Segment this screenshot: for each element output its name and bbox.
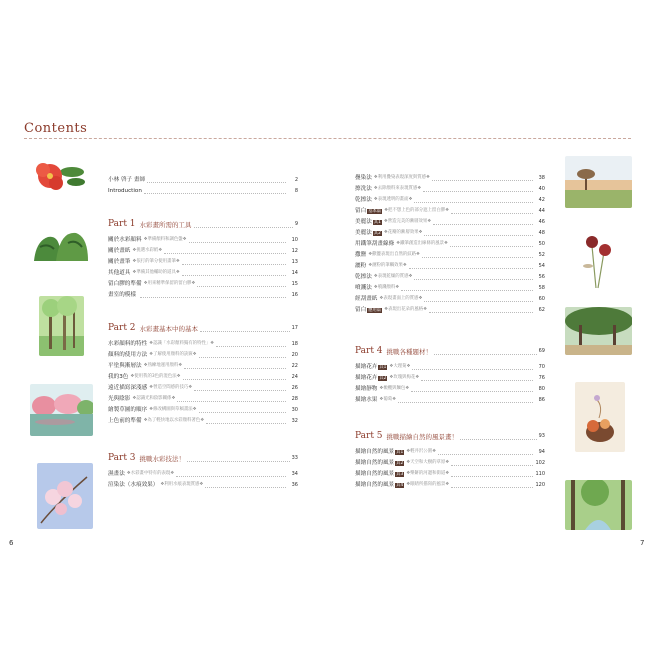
entry-page: 8 [294, 188, 298, 194]
leader-dots [414, 275, 533, 280]
entry-description: ❖表現出花朵的風格❖ [384, 307, 428, 312]
entry-title: 上色前的準備 [108, 418, 142, 424]
entry-description: ❖利用水痕表現質感❖ [160, 482, 204, 487]
park-trees-illustration [565, 307, 632, 355]
entry-title: 畫室的模樣 [108, 292, 136, 298]
entry-description: ❖了解使用顏料的訣竅❖ [149, 352, 197, 357]
entry-title: 撒鹽 [355, 252, 367, 258]
entry-title: 平塗與漸層法 [108, 363, 142, 369]
entry-page: 60 [538, 296, 545, 302]
entry-page: 15 [291, 281, 298, 287]
roses-illustration [578, 226, 618, 292]
toc-entry[interactable] [355, 251, 545, 259]
entry-page: 16 [291, 292, 298, 298]
leader-dots [451, 209, 533, 214]
entry-page: 10 [291, 237, 298, 243]
entry-title: 留白 [355, 307, 367, 313]
leader-dots [200, 325, 290, 332]
entry-page: 2 [294, 177, 298, 183]
entry-description: ❖大理菊❖ [389, 364, 411, 369]
toc-entry[interactable] [355, 196, 545, 204]
part-1-heading[interactable]: Part 1 水彩畫所需的工具 9 [108, 219, 298, 229]
entry-description: ❖天空和大樹的草原❖ [406, 460, 450, 465]
lake-trees-illustration [30, 384, 93, 436]
entry-description: ❖灑粉的筆觸效果❖ [368, 263, 407, 268]
toc-entry[interactable] [355, 229, 545, 237]
entry-page: 14 [291, 270, 298, 276]
toc-entry[interactable] [355, 262, 545, 270]
entry-page: 12 [291, 248, 298, 254]
entry-title: 留白膠的準備 [108, 281, 142, 287]
leader-dots [177, 397, 286, 402]
entry-description: ❖營造完美的漸層效果❖ [383, 219, 432, 224]
entry-description: ❖撒鹽表現出自然的紋路❖ [368, 252, 420, 257]
entry-tag: 其1 [396, 449, 404, 455]
leader-dots [432, 176, 533, 181]
part-4-heading[interactable]: Part 4 挑戰各種題材！ 69 [355, 346, 545, 356]
entry-page: 58 [538, 285, 545, 291]
entry-description: ❖依打的筆分使用畫筆❖ [132, 259, 180, 264]
heading-rule [24, 138, 631, 139]
entry-description: ❖準備顏料和調色盤❖ [143, 237, 187, 242]
entry-title: 擦洗法 [355, 186, 372, 192]
entry-title: 描繪水果 [355, 397, 378, 403]
entry-description: ❖利用疊染表現深度與質感❖ [373, 175, 430, 180]
entry-title: Introduction [108, 188, 142, 194]
leader-dots [184, 364, 286, 369]
entry-title: 顏料的使用方法 [108, 352, 148, 358]
entry-tag: 其2 [396, 460, 404, 466]
entry-tag: 其3 [396, 471, 404, 477]
entry-description: ❖橄欖與麵包❖ [379, 386, 410, 391]
toc-entry[interactable] [108, 406, 298, 414]
leader-dots [422, 253, 533, 258]
leader-dots [429, 308, 533, 313]
tree-landscape-illustration [565, 156, 632, 208]
entry-page: 50 [538, 241, 545, 247]
toc-entry[interactable] [355, 174, 545, 182]
hibiscus-illustration [30, 152, 88, 198]
leader-dots [450, 242, 533, 247]
entry-title: 描繪自然的風景 [355, 482, 395, 488]
toc-entry[interactable] [355, 306, 545, 314]
entry-title: 描繪自然的風景 [355, 449, 395, 455]
entry-description: ❖表現乾燥的質感❖ [373, 274, 413, 279]
entry-tag: 基本篇 [368, 208, 382, 214]
entry-title: 繪製草圖的順序 [108, 407, 148, 413]
toc-entry[interactable] [355, 218, 545, 226]
entry-page: 30 [291, 407, 298, 413]
leader-dots [183, 375, 286, 380]
toc-entry[interactable] [108, 176, 298, 184]
entry-page: 40 [538, 186, 545, 192]
entry-title: 描繪自然的風景 [355, 460, 395, 466]
toc-entry[interactable] [355, 470, 545, 478]
leader-dots [433, 220, 533, 225]
entry-title: 灑粉 [355, 263, 367, 269]
entry-description: ❖表現畫面上的質感❖ [379, 296, 423, 301]
entry-description: ❖認識光和陰影關係❖ [132, 396, 176, 401]
rocks-illustration [30, 225, 92, 265]
entry-description: ❖挑選水彩紙❖ [132, 248, 163, 253]
toc-entry[interactable] [108, 236, 298, 244]
entry-title: 遠近描寫深淺感 [108, 385, 148, 391]
entry-title: 關於水彩顏料 [108, 237, 142, 243]
entry-title: 小林 啓子 畫師 [108, 177, 146, 183]
entry-title: 描繪自然的風景 [355, 471, 395, 477]
entry-page: 62 [538, 307, 545, 313]
part-3-heading[interactable]: Part 3 挑戰水彩技法！ 33 [108, 453, 298, 463]
entry-description: ❖去除顏料來表現質感❖ [373, 186, 422, 191]
entry-title: 渲染法（水痕效果） [108, 482, 159, 488]
entry-tag: 其1 [373, 219, 381, 225]
entry-title: 用鐵筆刮畫線條 [355, 241, 395, 247]
toc-entry[interactable] [355, 207, 545, 215]
leader-dots [176, 472, 286, 477]
toc-entry[interactable] [355, 273, 545, 281]
toc-entry[interactable] [108, 481, 298, 489]
entry-description: ❖用來精準保留的留白膠❖ [143, 281, 196, 286]
leader-dots [216, 342, 286, 347]
toc-entry[interactable] [108, 362, 298, 370]
entry-description: ❖輕井沢公園❖ [406, 449, 437, 454]
toc-entry[interactable] [108, 187, 298, 195]
toc-entry[interactable] [355, 284, 545, 292]
toc-entry[interactable] [108, 247, 298, 255]
toc-entry[interactable] [108, 280, 298, 288]
forest-path-illustration [565, 480, 632, 530]
toc-entry[interactable] [355, 481, 545, 489]
entry-page: 76 [538, 375, 545, 381]
entry-title: 濕畫法 [108, 471, 125, 477]
entry-description: ❖水彩畫中特有的表現❖ [126, 471, 175, 476]
entry-description: ❖準備其他輔助的道具❖ [132, 270, 180, 275]
entry-title: 描繪花卉 [355, 364, 378, 370]
toc-entry[interactable] [108, 351, 298, 359]
entry-title: 疊染法 [355, 175, 372, 181]
entry-title: 噴濺法 [355, 285, 372, 291]
entry-page: 94 [538, 449, 545, 455]
entry-tag: 其2 [379, 375, 387, 381]
entry-page: 36 [291, 482, 298, 488]
toc-entry[interactable] [355, 448, 545, 456]
leader-dots [182, 260, 286, 265]
toc-entry[interactable] [108, 417, 298, 425]
entry-description: ❖玫瑰與梅花❖ [389, 375, 420, 380]
entry-page: 120 [535, 482, 545, 488]
leader-dots [412, 365, 533, 370]
entry-title: 關於畫紙 [108, 248, 131, 254]
toc-entry[interactable] [108, 258, 298, 266]
entry-description: ❖噴濺顏料❖ [373, 285, 400, 290]
entry-description: ❖花瓣的漸層效果❖ [383, 230, 423, 235]
entry-page: 54 [538, 263, 545, 269]
entry-tag: 其1 [379, 364, 387, 370]
entry-page: 20 [291, 352, 298, 358]
entry-page: 44 [538, 208, 545, 214]
entry-description: ❖葡萄❖ [379, 397, 397, 402]
cherry-blossom-illustration [37, 463, 93, 529]
entry-title: 描繪花卉 [355, 375, 378, 381]
entry-title: 乾擦法 [355, 274, 372, 280]
entry-page: 102 [535, 460, 545, 466]
leader-dots [147, 178, 286, 183]
leader-dots [451, 483, 533, 488]
leader-dots [187, 455, 290, 462]
entry-title: 美麗法 [355, 219, 372, 225]
still-life-illustration [575, 382, 625, 452]
entry-title: 光與陰影 [108, 396, 131, 402]
leader-dots [189, 238, 286, 243]
entry-page: 13 [291, 259, 298, 265]
contents-heading: Contents [24, 121, 88, 136]
entry-title: 經刮畫紙 [355, 296, 378, 302]
entry-description: ❖認識「水彩顏料獨有的特性」❖ [149, 341, 215, 346]
leader-dots [197, 282, 286, 287]
leader-dots [398, 398, 533, 403]
toc-entry[interactable] [355, 185, 545, 193]
toc-entry[interactable] [355, 240, 545, 248]
leader-dots [424, 297, 533, 302]
leader-dots [140, 293, 286, 298]
entry-page: 86 [538, 397, 545, 403]
entry-page: 42 [538, 197, 545, 203]
entry-page: 26 [291, 385, 298, 391]
entry-description: ❖為了輕快地以水彩顏料著色❖ [143, 418, 205, 423]
leader-dots [424, 231, 533, 236]
toc-entry[interactable] [355, 295, 545, 303]
part-2-heading[interactable]: Part 2 水彩畫基本中的基本 17 [108, 323, 298, 333]
entry-title: 留白 [355, 208, 367, 214]
toc-entry[interactable] [108, 470, 298, 478]
entry-page: 22 [291, 363, 298, 369]
entry-page: 38 [538, 175, 545, 181]
toc-entry[interactable] [108, 384, 298, 392]
entry-title: 關於畫筆 [108, 259, 131, 265]
entry-title: 我的3色 [108, 374, 129, 380]
toc-entry[interactable] [108, 291, 298, 299]
entry-tag: 其2 [373, 230, 381, 236]
leader-dots [451, 472, 533, 477]
entry-description: ❖把不想上色的部分遮上留白膠❖ [384, 208, 450, 213]
entry-description: ❖熟練地運用顏料❖ [143, 363, 183, 368]
leader-dots [409, 264, 533, 269]
entry-page: 28 [291, 396, 298, 402]
entry-description: ❖鐵筆創造出線條的風景❖ [396, 241, 448, 246]
entry-description: ❖眼睛所描寫的風景❖ [406, 482, 450, 487]
page-number-left: 6 [9, 539, 14, 547]
leader-dots [423, 187, 533, 192]
entry-description: ❖表現透明的畫面❖ [373, 197, 413, 202]
leader-dots [401, 286, 533, 291]
entry-page: 56 [538, 274, 545, 280]
entry-page: 80 [538, 386, 545, 392]
leader-dots [434, 348, 537, 355]
entry-tag: 應用篇 [368, 307, 382, 313]
forest-illustration [39, 296, 84, 356]
leader-dots [451, 461, 533, 466]
toc-entry[interactable] [108, 395, 298, 403]
entry-page: 70 [538, 364, 545, 370]
leader-dots [205, 483, 286, 488]
entry-title: 其他道具 [108, 270, 131, 276]
entry-description: ❖使用我的3色的混色法❖ [130, 374, 181, 379]
entry-description: ❖修改構圖與草稿畫法❖ [149, 407, 197, 412]
toc-entry[interactable] [355, 363, 545, 371]
leader-dots [206, 419, 286, 424]
entry-title: 描繪靜物 [355, 386, 378, 392]
entry-title: 美麗法 [355, 230, 372, 236]
entry-page: 32 [291, 418, 298, 424]
leader-dots [438, 450, 533, 455]
leader-dots [194, 221, 293, 228]
entry-title: 乾擦法 [355, 197, 372, 203]
entry-page: 34 [291, 471, 298, 477]
leader-dots [199, 353, 286, 358]
entry-page: 110 [535, 471, 545, 477]
toc-entry[interactable] [355, 385, 545, 393]
leader-dots [411, 387, 533, 392]
part-5-heading[interactable]: Part 5 挑戰描繪自然的風景畫！ 93 [355, 431, 545, 441]
leader-dots [421, 376, 533, 381]
toc-entry[interactable] [108, 340, 298, 348]
entry-description: ❖營造空間感的技巧❖ [149, 385, 193, 390]
leader-dots [182, 271, 286, 276]
leader-dots [199, 408, 286, 413]
entry-title: 水彩顏料的特性 [108, 341, 148, 347]
entry-page: 46 [538, 219, 545, 225]
entry-page: 52 [538, 252, 545, 258]
leader-dots [144, 189, 286, 194]
toc-entry[interactable] [355, 396, 545, 404]
toc-entry[interactable] [355, 459, 545, 467]
entry-page: 18 [291, 341, 298, 347]
toc-entry[interactable] [355, 374, 545, 382]
leader-dots [164, 249, 286, 254]
entry-page: 48 [538, 230, 545, 236]
entry-description: ❖樂餅的河邊和街道❖ [406, 471, 450, 476]
entry-tag: 其4 [396, 482, 404, 488]
leader-dots [460, 433, 537, 440]
leader-dots [414, 198, 533, 203]
page-number-right: 7 [640, 539, 645, 547]
entry-page: 24 [291, 374, 298, 380]
toc-entry[interactable] [108, 373, 298, 381]
leader-dots [194, 386, 286, 391]
toc-entry[interactable] [108, 269, 298, 277]
